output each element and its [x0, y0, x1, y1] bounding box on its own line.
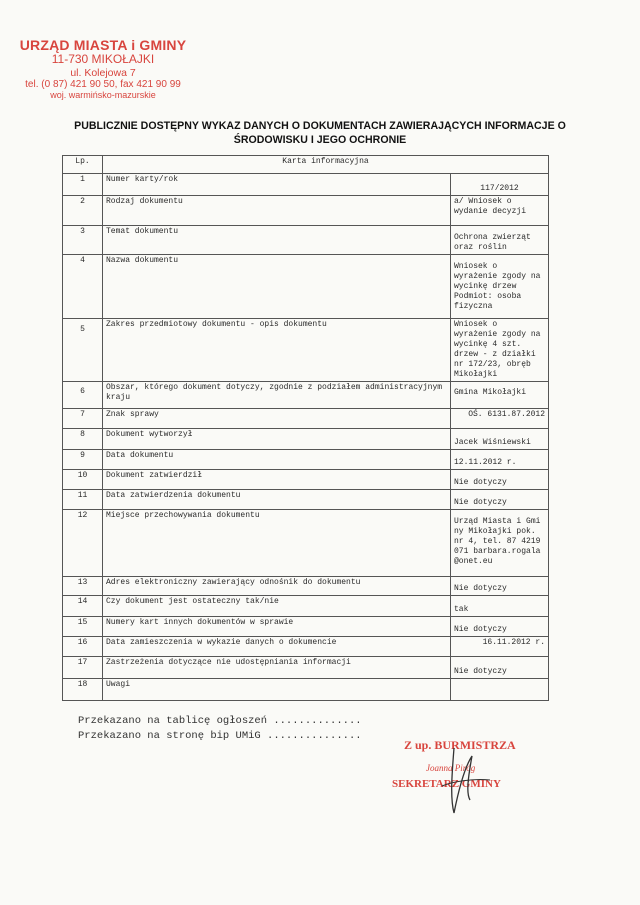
row-number: 4: [63, 255, 103, 319]
row-number: 6: [63, 382, 103, 409]
row-number: 1: [63, 174, 103, 196]
row-description: Data zamieszczenia w wykazie danych o dokumencie: [103, 637, 451, 657]
row-number: 11: [63, 490, 103, 510]
row-value-text: 117/2012: [480, 184, 519, 193]
office-stamp: [8, 37, 198, 101]
table-row: [63, 196, 549, 226]
table-row: [63, 382, 549, 409]
table-row: [63, 617, 549, 637]
table-row: [63, 409, 549, 429]
row-number: 14: [63, 596, 103, 617]
signature-stamp: [392, 738, 542, 818]
row-value-text: 12.11.2012 r.: [454, 458, 517, 467]
row-value: [451, 226, 549, 255]
row-value-text: Urząd Miasta i Gminy Mikołajki pok. nr 4, tel. 87 4219 071 barbara.rogala@onet.eu: [454, 517, 541, 566]
row-value-text: Nie dotyczy: [454, 584, 507, 593]
row-value: [451, 174, 549, 196]
table-row: [63, 637, 549, 657]
stamp-street: ul. Kolejowa 7: [70, 66, 136, 79]
handwritten-signature-icon: [392, 738, 542, 818]
row-number: 13: [63, 577, 103, 596]
transfer-notes: [78, 714, 362, 743]
row-value-text: Ochrona zwierząt oraz roślin: [454, 233, 531, 252]
row-value-text: Nie dotyczy: [454, 667, 507, 676]
stamp-office-name: URZĄD MIASTA i GMINY: [19, 37, 187, 53]
table-row: [63, 226, 549, 255]
title-line-2: ŚRODOWISKU I JEGO OCHRONIE: [233, 134, 407, 147]
row-description: Dokument zatwierdził: [103, 470, 451, 490]
row-number: 12: [63, 510, 103, 577]
row-description: Zastrzeżenia dotyczące nie udostępniania informacji: [103, 657, 451, 679]
row-description: Nazwa dokumentu: [103, 255, 451, 319]
row-number: 15: [63, 617, 103, 637]
row-number: 18: [63, 679, 103, 701]
row-value-text: Wniosek o wyrażenie zgody na wycinkę drzew Podmiot: osoba fizyczna: [454, 262, 541, 311]
row-description: Data zatwierdzenia dokumentu: [103, 490, 451, 510]
row-value-text: tak: [454, 605, 469, 614]
table-row: [63, 577, 549, 596]
row-description: Rodzaj dokumentu: [103, 196, 451, 226]
row-value: [451, 510, 549, 577]
row-number: 8: [63, 429, 103, 450]
information-card-table: [62, 155, 549, 701]
row-number: 9: [63, 450, 103, 470]
transfer-notice-board: Przekazano na tablicę ogłoszeń ..............: [78, 715, 362, 727]
document-title: [60, 119, 580, 148]
row-number: 10: [63, 470, 103, 490]
header-lp: Lp.: [63, 156, 103, 174]
row-value-text: a/ Wniosek o wydanie decyzji: [454, 197, 527, 216]
signature-name: Joanna Piróg: [426, 763, 476, 773]
row-description: Uwagi: [103, 679, 451, 701]
row-value: [451, 255, 549, 319]
row-description: Obszar, którego dokument dotyczy, zgodnie z podziałem administracyjnym kraju: [103, 382, 451, 409]
stamp-phone-fax: tel. (0 87) 421 90 50, fax 421 90 99: [25, 78, 181, 90]
row-number: 5: [63, 319, 103, 382]
row-number: 16: [63, 637, 103, 657]
row-description: Znak sprawy: [103, 409, 451, 429]
row-value: [451, 470, 549, 490]
table-row: [63, 319, 549, 382]
table-row: [63, 255, 549, 319]
row-number: 17: [63, 657, 103, 679]
table-row: [63, 174, 549, 196]
row-description: Data dokumentu: [103, 450, 451, 470]
table-header-row: [63, 156, 549, 174]
stamp-postal-city: 11-730 MIKOŁAJKI: [51, 52, 155, 67]
table-row: [63, 470, 549, 490]
row-number: 3: [63, 226, 103, 255]
table-row: [63, 657, 549, 679]
row-value: [451, 657, 549, 679]
table-row: [63, 450, 549, 470]
row-value: [451, 450, 549, 470]
row-value: [451, 577, 549, 596]
row-value-text: OŚ. 6131.87.2012: [468, 410, 546, 419]
table-row: [63, 510, 549, 577]
signature-title: SEKRETARZ GMINY: [392, 778, 501, 790]
header-card: Karta informacyjna: [103, 156, 549, 174]
table-row: [63, 429, 549, 450]
row-value: [451, 429, 549, 450]
row-value: [451, 679, 549, 701]
row-description: Adres elektroniczny zawierający odnośnik do dokumentu: [103, 577, 451, 596]
row-value: [451, 617, 549, 637]
row-value: [451, 409, 549, 429]
row-description: Numery kart innych dokumentów w sprawie: [103, 617, 451, 637]
row-value-text: 16.11.2012 r.: [482, 638, 546, 647]
table-row: [63, 679, 549, 701]
row-value-text: Gmina Mikołajki: [454, 388, 527, 397]
row-description: Miejsce przechowywania dokumentu: [103, 510, 451, 577]
row-number: 2: [63, 196, 103, 226]
row-value-text: Jacek Wiśniewski: [454, 438, 531, 447]
row-value-text: Nie dotyczy: [454, 498, 507, 507]
row-description: Numer karty/rok: [103, 174, 451, 196]
row-value: [451, 596, 549, 617]
table-row: [63, 596, 549, 617]
row-description: Zakres przedmiotowy dokumentu - opis dokumentu: [103, 319, 451, 382]
row-value: [451, 382, 549, 409]
row-value: [451, 319, 549, 382]
row-value: [451, 196, 549, 226]
signature-authority: Z up. BURMISTRZA: [404, 738, 516, 752]
row-description: Dokument wytworzył: [103, 429, 451, 450]
row-value-text: Nie dotyczy: [454, 478, 507, 487]
transfer-bip-website: Przekazano na stronę bip UMiG ...............: [78, 729, 362, 742]
stamp-voivodeship: woj. warmińsko-mazurskie: [50, 90, 156, 101]
table-row: [63, 490, 549, 510]
title-line-1: PUBLICZNIE DOSTĘPNY WYKAZ DANYCH O DOKUMENTACH ZAWIERAJĄCYCH INFORMACJE O: [74, 120, 566, 132]
row-number: 7: [63, 409, 103, 429]
row-value: [451, 637, 549, 657]
row-value-text: Wniosek o wyrażenie zgody na wycinkę 4 szt. drzew - z działki nr 172/23, obręb Mikołajki: [454, 320, 541, 379]
row-value: [451, 490, 549, 510]
row-description: Czy dokument jest ostateczny tak/nie: [103, 596, 451, 617]
row-description: Temat dokumentu: [103, 226, 451, 255]
row-value-text: Nie dotyczy: [454, 625, 507, 634]
